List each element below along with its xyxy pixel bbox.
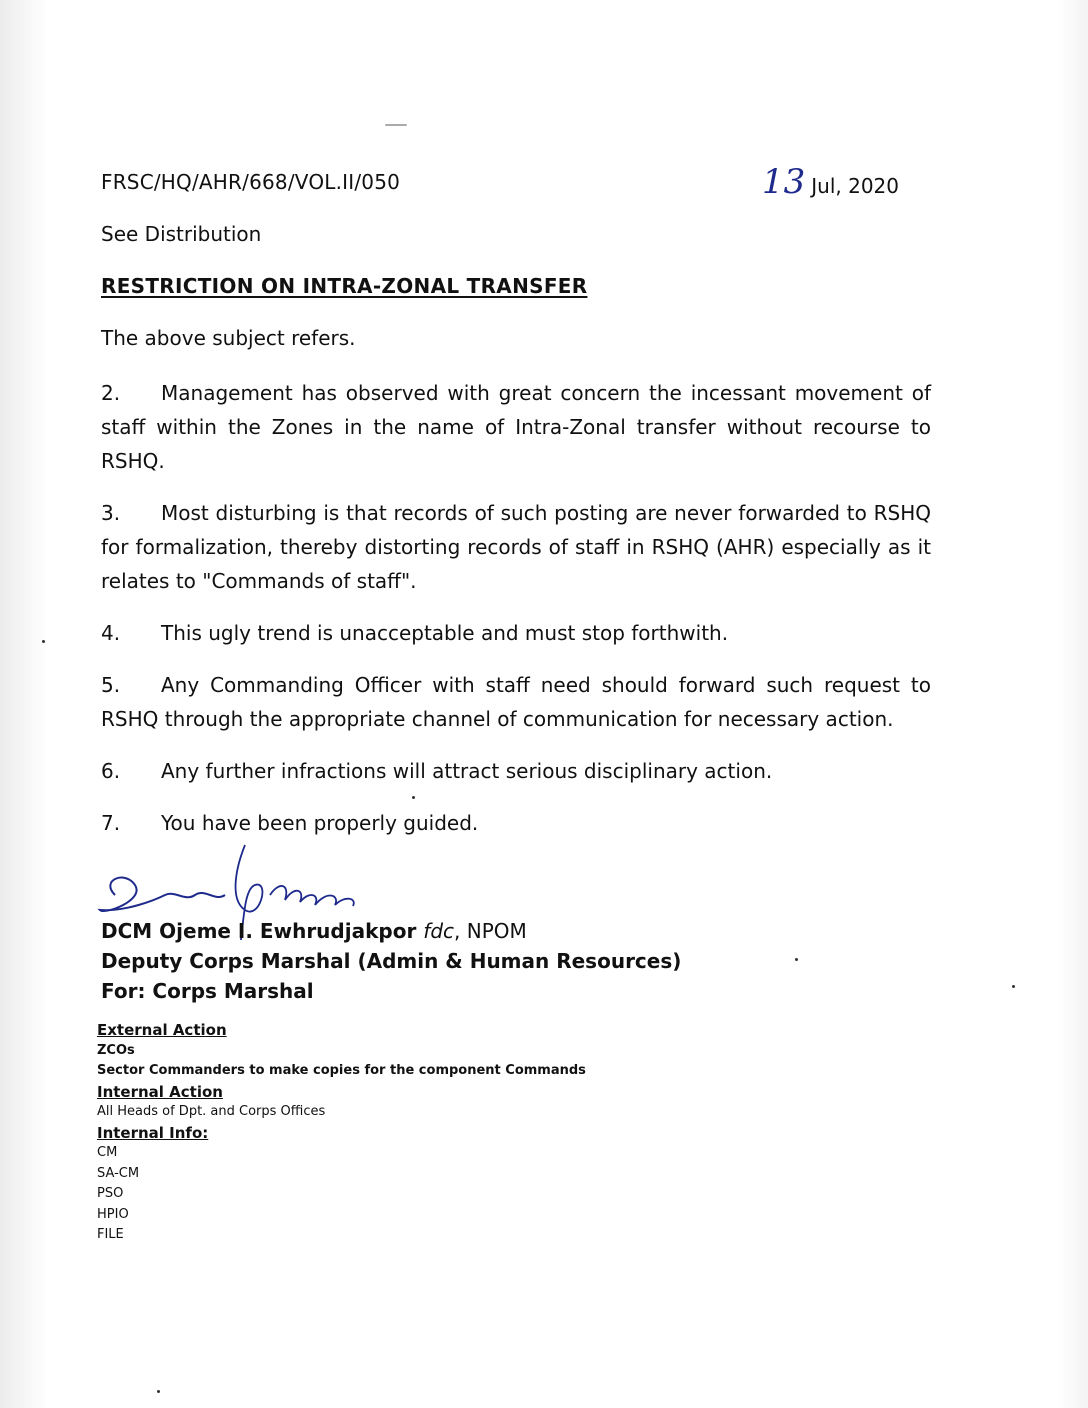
distribution-item: CM	[97, 1145, 118, 1160]
distribution-item: HPIO	[97, 1206, 129, 1222]
paragraph-2	[101, 376, 931, 478]
distribution-item: PSO	[97, 1186, 124, 1201]
scan-speck	[1012, 985, 1015, 988]
paragraph-text: You have been properly guided.	[161, 811, 479, 835]
internal-info-heading: Internal Info:	[97, 1123, 209, 1142]
signatory-postnominal: , NPOM	[454, 919, 527, 943]
signatory-block	[101, 916, 681, 1006]
scan-edge-left	[0, 0, 60, 1408]
signatory-honorific: fdc	[423, 919, 455, 943]
scan-speck	[157, 1390, 160, 1393]
external-action-heading: External Action	[97, 1021, 227, 1039]
subject-heading: RESTRICTION ON INTRA-ZONAL TRANSFER	[101, 274, 588, 298]
scan-speck	[42, 640, 45, 643]
scan-speck	[795, 958, 798, 961]
scan-speck	[385, 124, 407, 126]
internal-action-heading: Internal Action	[97, 1082, 223, 1101]
signatory-name: DCM Ojeme I. Ewhrudjakpor	[101, 919, 417, 943]
paragraph-number: 7.	[101, 811, 121, 835]
paragraph-text: Most disturbing is that records of such posting are never forwarded to RSHQ for formalization, thereby distorting records of staff in RSHQ (AHR) especially as it relates to "Commands of staff".	[101, 501, 931, 593]
signatory-for: For: Corps Marshal	[101, 979, 314, 1003]
paragraph-5	[101, 668, 931, 736]
signatory-title: Deputy Corps Marshal (Admin & Human Resources)	[101, 949, 682, 973]
month-year: Jul, 2020	[811, 174, 900, 198]
paragraph-number: 6.	[101, 759, 121, 783]
intro-line: The above subject refers.	[101, 326, 356, 350]
letter-date	[762, 162, 899, 202]
paragraph-4	[101, 616, 931, 650]
paragraph-number: 4.	[101, 621, 121, 645]
reference-number: FRSC/HQ/AHR/668/VOL.II/050	[101, 170, 401, 194]
signatory-name-line	[101, 916, 681, 946]
paragraph-number: 3.	[101, 501, 121, 525]
distribution-item: FILE	[97, 1227, 124, 1242]
scan-edge-right	[1058, 0, 1088, 1408]
paragraph-number: 2.	[101, 381, 121, 405]
recipient: See Distribution	[101, 222, 262, 246]
paragraph-text: This ugly trend is unacceptable and must stop forthwith.	[161, 621, 729, 645]
paragraph-7	[101, 806, 931, 840]
distribution-item: ZCOs	[97, 1042, 135, 1058]
paragraph-6	[101, 754, 931, 788]
paragraph-number: 5.	[101, 673, 121, 697]
handwritten-day: 13	[762, 162, 806, 202]
paragraph-text: Management has observed with great concern the incessant movement of staff within the Zones in the name of Intra-Zonal transfer without recourse to RSHQ.	[101, 381, 931, 473]
scan-speck	[412, 796, 415, 799]
distribution-list	[97, 1020, 586, 1246]
distribution-item: Sector Commanders to make copies for the component Commands	[97, 1063, 586, 1078]
distribution-item: All Heads of Dpt. and Corps Offices	[97, 1104, 326, 1119]
paragraph-3	[101, 496, 931, 598]
paragraph-text: Any Commanding Officer with staff need should forward such request to RSHQ through the appropriate channel of communication for necessary action.	[101, 673, 931, 731]
distribution-item: SA-CM	[97, 1165, 140, 1181]
paragraph-text: Any further infractions will attract serious disciplinary action.	[161, 759, 773, 783]
